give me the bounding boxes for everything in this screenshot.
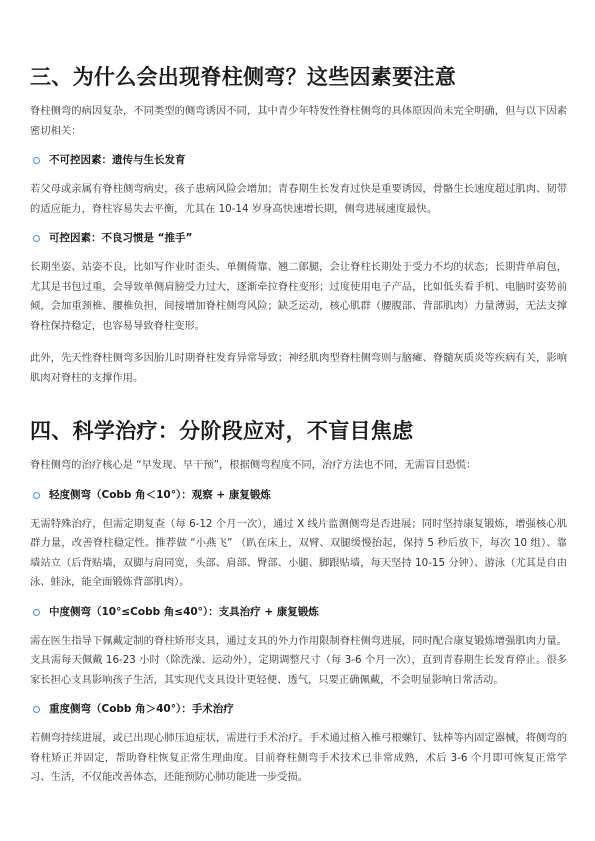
bullet-circle-icon [33, 492, 40, 499]
section-4-intro: 脊柱侧弯的治疗核心是 “早发现、早干预”，根据侧弯程度不同，治疗方法也不同，无需盲目恐慌： [30, 459, 477, 471]
section-3-title: 三、为什么会出现脊柱侧弯？这些因素要注意 [30, 65, 456, 89]
bullet-heading-text: 轻度侧弯（Cobb 角＜10°）：观察 + 康复锻炼 [49, 488, 271, 501]
bullet-heading [30, 229, 567, 248]
bullet-heading [30, 603, 567, 622]
bullet-heading [30, 486, 567, 505]
bullet-heading [30, 151, 567, 170]
bullet-body-text: 长期坐姿、站姿不良，比如写作业时歪头、单侧倚靠、翘二郎腿，会让脊柱长期处于受力不均的状态；长期背单肩包，尤其是书包过重，会导致单侧肩膀受力过大，逐渐牵拉脊柱变形；过度使用电子产品，比如低头看手机、电脑时姿势前倾，会加重颈椎、腰椎负担，间接增加脊柱侧弯风险；缺乏运动，核心肌群（腰腹部、背部肌肉）力量薄弱，无法支撑脊柱保持稳定，也容易导致脊柱变形。 [30, 261, 567, 332]
bullet-body-text: 需在医生指导下佩戴定制的脊柱矫形支具，通过支具的外力作用限制脊柱侧弯进展，同时配合康复锻炼增强肌肉力量。支具需每天佩戴 16-23 小时（除洗澡、运动外），定期调整尺寸（每 3-6 个月一次），直到青春期生长发育停止。很多家长担心支具影响孩子生活，其实现代支具设计更轻便、透气，只要正确佩戴，不会明显影响日常活动。 [30, 634, 567, 686]
bullet-circle-icon [33, 157, 40, 164]
bullet-heading-text: 中度侧弯（10°≤Cobb 角≤40°）：支具治疗 + 康复锻炼 [49, 605, 319, 618]
bullet-heading-text: 可控因素：不良习惯是 “推手” [49, 232, 193, 244]
bullet-body-text: 若侧弯持续进展，或已出现心肺压迫症状，需进行手术治疗。手术通过植入椎弓根螺钉、钛棒等内固定器械，将侧弯的脊柱矫正并固定，帮助脊柱恢复正常生理曲度。目前脊柱侧弯手术技术已非常成熟，术后 3-6 个月即可恢复正常学习、生活，不仅能改善体态，还能预防心肺功能进一步受损。 [30, 732, 567, 783]
bullet-circle-icon [33, 706, 40, 713]
bullet-body-text: 无需特殊治疗，但需定期复查（每 6-12 个月一次），通过 X 线片监测侧弯是否进展；同时坚持康复锻炼，增强核心肌群力量，改善脊柱稳定性。推荐做 “小燕飞” （趴在床上，双臂、双腿缓慢抬起，保持 5 秒后放下，每次 10 组）、靠墙站立（后背贴墙，双脚与肩同宽，头部、肩部、臀部、小腿、脚跟贴墙，每天坚持 10-15 分钟）、游泳（尤其是自由泳、蛙泳，能全面锻炼背部肌肉）。 [30, 517, 567, 588]
bullet-body-text: 若父母或亲属有脊柱侧弯病史，孩子患病风险会增加；青春期生长发育过快是重要诱因，骨骼生长速度超过肌肉、韧带的适应能力，脊柱容易失去平衡，尤其在 10-14 岁身高快速增长期，侧弯进展速度最快。 [30, 183, 567, 215]
section-4-title: 四、科学治疗：分阶段应对，不盲目焦虑 [30, 419, 414, 443]
bullet-heading-text: 重度侧弯（Cobb 角＞40°）：手术治疗 [49, 703, 234, 715]
bullet-heading-text: 不可控因素：遗传与生长发育 [49, 154, 186, 166]
section-3-closing: 此外，先天性脊柱侧弯多因胎儿时期脊柱发育异常导致；神经肌肉型脊柱侧弯则与脑瘫、脊髓灰质炎等疾病有关，影响肌肉对脊柱的支撑作用。 [30, 352, 567, 384]
bullet-circle-icon [33, 609, 40, 616]
bullet-heading [30, 700, 567, 719]
bullet-circle-icon [33, 235, 40, 242]
document-page [30, 62, 567, 788]
section-3-intro: 脊柱侧弯的病因复杂，不同类型的侧弯诱因不同，其中青少年特发性脊柱侧弯的具体原因尚未完全明确，但与以下因素密切相关： [30, 105, 567, 137]
